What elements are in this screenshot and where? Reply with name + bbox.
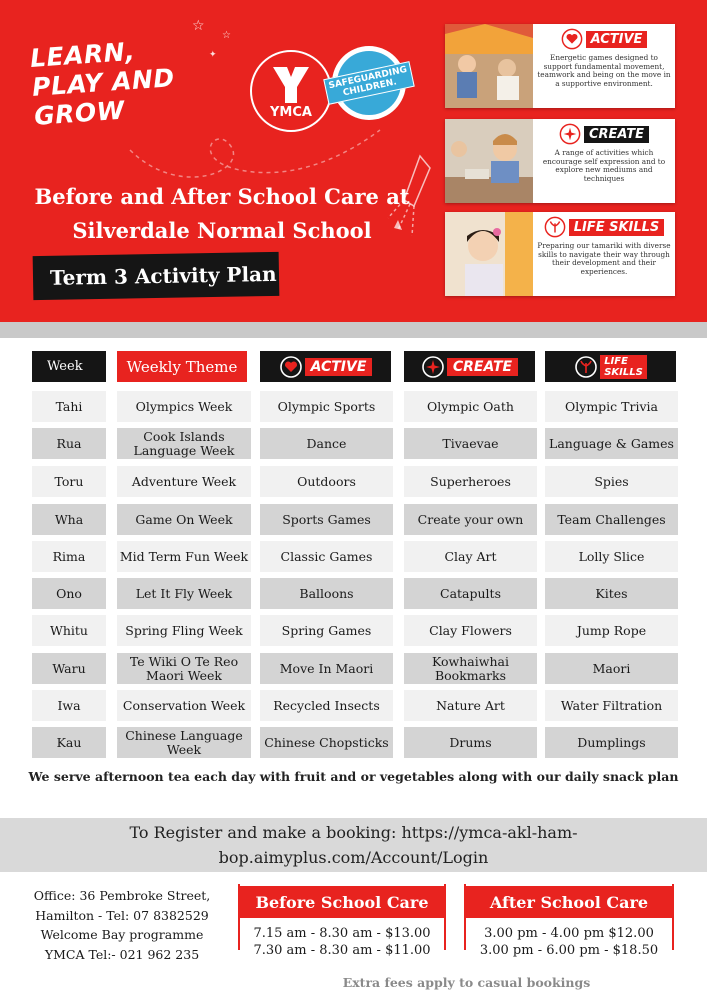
card-label: CREATE bbox=[584, 126, 649, 143]
week-cell: Rua bbox=[32, 428, 106, 459]
extra-fees-note: Extra fees apply to casual bookings bbox=[342, 975, 591, 990]
star-icon: ☆ bbox=[222, 30, 231, 41]
create-cell: Olympic Oath bbox=[404, 391, 537, 422]
active-cell: Olympic Sports bbox=[260, 391, 393, 422]
office-line: Hamilton - Tel: 07 8382529 bbox=[35, 907, 209, 923]
plant-hands-icon bbox=[544, 216, 566, 238]
life-skills-cell: Water Filtration bbox=[545, 690, 678, 721]
week-cell: Waru bbox=[32, 653, 106, 684]
slogan-line: PLAY AND bbox=[31, 63, 176, 102]
life-skills-cell: Lolly Slice bbox=[545, 541, 678, 572]
ymca-y-icon bbox=[267, 63, 315, 107]
active-cell: Move In Maori bbox=[260, 653, 393, 684]
active-cell: Chinese Chopsticks bbox=[260, 727, 393, 758]
life-skills-cell: Dumplings bbox=[545, 727, 678, 758]
week-cell: Toru bbox=[32, 466, 106, 497]
life-skills-cell: Olympic Trivia bbox=[545, 391, 678, 422]
theme-cell: Game On Week bbox=[117, 504, 251, 535]
sparkle-art-icon bbox=[559, 123, 581, 145]
slogan-line: LEARN, bbox=[29, 36, 136, 73]
create-cell: Kowhaiwhai Bookmarks bbox=[404, 653, 537, 684]
theme-cell: Adventure Week bbox=[117, 466, 251, 497]
snack-note: We serve afternoon tea each day with fruit and or vegetables along with our daily snack plan bbox=[28, 769, 679, 784]
child-smiling-photo bbox=[445, 212, 533, 296]
page-title bbox=[22, 180, 422, 248]
theme-cell: Chinese Language Week bbox=[117, 727, 251, 758]
header-life-skills bbox=[545, 351, 676, 382]
life-skills-cell: Team Challenges bbox=[545, 504, 678, 535]
header-active bbox=[260, 351, 391, 382]
active-cell: Dance bbox=[260, 428, 393, 459]
theme-cell: Te Wiki O Te Reo Maori Week bbox=[117, 653, 251, 684]
week-cell: Kau bbox=[32, 727, 106, 758]
active-cell: Outdoors bbox=[260, 466, 393, 497]
title-line: Before and After School Care at bbox=[34, 184, 410, 209]
header-life-label-line: SKILLS bbox=[604, 366, 643, 378]
life-skills-cell: Language & Games bbox=[545, 428, 678, 459]
header-create bbox=[404, 351, 535, 382]
create-cell: Create your own bbox=[404, 504, 537, 535]
create-cell: Clay Flowers bbox=[404, 615, 537, 646]
after-care-time: 3.00 pm - 6.00 pm - $18.50 bbox=[479, 943, 659, 958]
week-cell: Iwa bbox=[32, 690, 106, 721]
slogan-line: GROW bbox=[33, 95, 126, 131]
after-care-title: After School Care bbox=[466, 886, 672, 918]
title-line: Silverdale Normal School bbox=[72, 218, 372, 243]
life-skills-cell: Jump Rope bbox=[545, 615, 678, 646]
life-skills-cell: Maori bbox=[545, 653, 678, 684]
create-cell: Superheroes bbox=[404, 466, 537, 497]
create-cell: Catapults bbox=[404, 578, 537, 609]
safeguarding-badge bbox=[327, 46, 409, 120]
active-cell: Sports Games bbox=[260, 504, 393, 535]
after-care-time: 3.00 pm - 4.00 pm $12.00 bbox=[484, 926, 654, 941]
children-playing-photo bbox=[445, 24, 533, 108]
header-banner bbox=[0, 0, 707, 322]
theme-cell: Let It Fly Week bbox=[117, 578, 251, 609]
term-plan-label: Term 3 Activity Plan bbox=[33, 252, 280, 300]
life-skills-cell: Kites bbox=[545, 578, 678, 609]
dashed-swirl-icon bbox=[120, 110, 400, 190]
star-icon: ☆ bbox=[192, 18, 205, 34]
create-cell: Drums bbox=[404, 727, 537, 758]
register-line[interactable]: To Register and make a booking: https://ymca-akl-ham- bbox=[129, 823, 578, 842]
theme-cell: Conservation Week bbox=[117, 690, 251, 721]
heart-hands-icon bbox=[561, 28, 583, 50]
office-line: Office: 36 Pembroke Street, bbox=[33, 888, 211, 903]
office-line: Welcome Bay programme bbox=[40, 927, 204, 942]
register-line[interactable]: bop.aimyplus.com/Account/Login bbox=[218, 848, 489, 867]
divider-line bbox=[672, 884, 674, 950]
theme-cell: Olympics Week bbox=[117, 391, 251, 422]
office-info bbox=[22, 886, 222, 964]
active-cell: Classic Games bbox=[260, 541, 393, 572]
before-care-title: Before School Care bbox=[240, 886, 444, 918]
theme-cell: Mid Term Fun Week bbox=[117, 541, 251, 572]
ymca-logo-text: YMCA bbox=[270, 104, 312, 120]
card-create bbox=[445, 119, 675, 203]
header-weekly-theme: Weekly Theme bbox=[117, 351, 247, 382]
star-icon: ✦ bbox=[209, 50, 217, 60]
ymca-logo bbox=[250, 50, 332, 132]
theme-cell: Cook Islands Language Week bbox=[117, 428, 251, 459]
header-active-label: ACTIVE bbox=[305, 358, 373, 376]
week-cell: Whitu bbox=[32, 615, 106, 646]
active-cell: Spring Games bbox=[260, 615, 393, 646]
week-cell: Tahi bbox=[32, 391, 106, 422]
children-crafting-photo bbox=[445, 119, 533, 203]
header-life-skills-label bbox=[600, 355, 647, 379]
card-description: A range of activities which encourage self expression and to explore new mediums and techniques bbox=[542, 148, 666, 183]
before-care-time: 7.30 am - 8.30 am - $11.00 bbox=[253, 943, 431, 958]
divider-band bbox=[0, 322, 707, 338]
card-label: ACTIVE bbox=[586, 31, 648, 48]
safeguarding-badge-text: SAFEGUARDING CHILDREN. bbox=[323, 61, 414, 105]
active-cell: Recycled Insects bbox=[260, 690, 393, 721]
create-cell: Nature Art bbox=[404, 690, 537, 721]
before-care-times bbox=[240, 925, 444, 959]
week-cell: Wha bbox=[32, 504, 106, 535]
create-cell: Tivaevae bbox=[404, 428, 537, 459]
header-week: Week bbox=[32, 351, 106, 382]
card-active bbox=[445, 24, 675, 108]
week-cell: Ono bbox=[32, 578, 106, 609]
after-care-times bbox=[466, 925, 672, 959]
card-life-skills bbox=[445, 212, 675, 296]
life-skills-cell: Spies bbox=[545, 466, 678, 497]
sparkle-art-icon bbox=[421, 355, 445, 379]
create-cell: Clay Art bbox=[404, 541, 537, 572]
divider-line bbox=[444, 884, 446, 950]
header-create-label: CREATE bbox=[447, 358, 518, 376]
week-cell: Rima bbox=[32, 541, 106, 572]
theme-cell: Spring Fling Week bbox=[117, 615, 251, 646]
card-description: Energetic games designed to support fundamental movement, teamwork and being on the move in a supportive environment. bbox=[537, 53, 671, 88]
register-banner[interactable] bbox=[0, 818, 707, 872]
card-label: LIFE SKILLS bbox=[569, 219, 665, 236]
heart-hands-icon bbox=[279, 355, 303, 379]
office-line: YMCA Tel:- 021 962 235 bbox=[44, 946, 200, 962]
header-life-label-line: LIFE bbox=[604, 355, 628, 367]
active-cell: Balloons bbox=[260, 578, 393, 609]
plant-hands-icon bbox=[574, 355, 598, 379]
card-description: Preparing our tamariki with diverse skills to navigate their way through their development and their experiences. bbox=[537, 241, 671, 276]
before-care-time: 7.15 am - 8.30 am - $13.00 bbox=[253, 926, 431, 941]
